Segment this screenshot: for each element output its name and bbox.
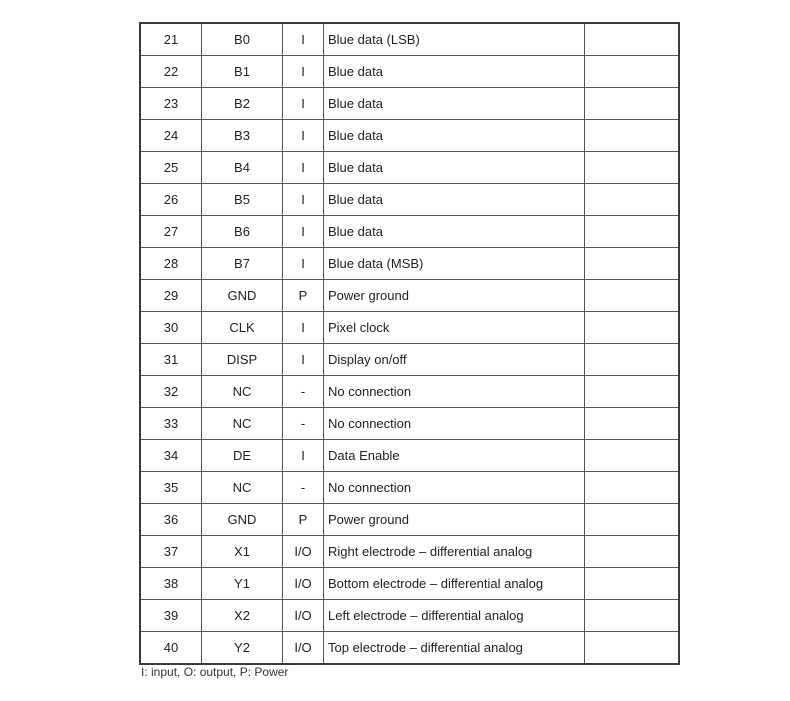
- pin-remark-cell: [585, 23, 680, 56]
- pin-io-cell: I: [283, 312, 324, 344]
- pin-function-cell: Blue data: [324, 216, 585, 248]
- pin-number-cell: 36: [140, 504, 202, 536]
- pin-function-cell: Bottom electrode – differential analog: [324, 568, 585, 600]
- pin-remark-cell: [585, 536, 680, 568]
- pin-io-cell: I/O: [283, 536, 324, 568]
- pin-symbol-cell: Y2: [202, 632, 283, 665]
- pin-function-cell: Blue data (MSB): [324, 248, 585, 280]
- pin-function-cell: Pixel clock: [324, 312, 585, 344]
- pin-number-cell: 30: [140, 312, 202, 344]
- pin-number-cell: 26: [140, 184, 202, 216]
- pin-io-cell: I: [283, 440, 324, 472]
- pin-assignment-table: [139, 22, 680, 665]
- pin-io-cell: -: [283, 472, 324, 504]
- table-row: [140, 504, 679, 536]
- table-row: [140, 152, 679, 184]
- pin-function-cell: No connection: [324, 376, 585, 408]
- pin-number-cell: 37: [140, 536, 202, 568]
- pin-io-cell: I: [283, 184, 324, 216]
- pin-number-cell: 35: [140, 472, 202, 504]
- pin-symbol-cell: B2: [202, 88, 283, 120]
- pin-remark-cell: [585, 632, 680, 665]
- pin-function-cell: Data Enable: [324, 440, 585, 472]
- pin-remark-cell: [585, 152, 680, 184]
- pin-function-cell: Top electrode – differential analog: [324, 632, 585, 665]
- pin-io-cell: -: [283, 376, 324, 408]
- pin-io-cell: I: [283, 152, 324, 184]
- pin-remark-cell: [585, 440, 680, 472]
- pin-symbol-cell: NC: [202, 408, 283, 440]
- pin-remark-cell: [585, 504, 680, 536]
- pin-number-cell: 24: [140, 120, 202, 152]
- pin-io-cell: I: [283, 248, 324, 280]
- pin-number-cell: 29: [140, 280, 202, 312]
- pin-function-cell: Display on/off: [324, 344, 585, 376]
- pin-io-cell: P: [283, 280, 324, 312]
- pin-remark-cell: [585, 568, 680, 600]
- table-row: [140, 632, 679, 665]
- pin-remark-cell: [585, 376, 680, 408]
- pin-number-cell: 33: [140, 408, 202, 440]
- io-legend-footnote: I: input, O: output, P: Power: [141, 665, 289, 679]
- table-row: [140, 568, 679, 600]
- pin-symbol-cell: B7: [202, 248, 283, 280]
- pin-symbol-cell: B0: [202, 23, 283, 56]
- pin-remark-cell: [585, 472, 680, 504]
- pin-symbol-cell: Y1: [202, 568, 283, 600]
- pin-io-cell: I: [283, 88, 324, 120]
- pin-function-cell: Blue data: [324, 88, 585, 120]
- table-row: [140, 376, 679, 408]
- table-row: [140, 184, 679, 216]
- pin-symbol-cell: X1: [202, 536, 283, 568]
- pin-number-cell: 32: [140, 376, 202, 408]
- pin-function-cell: Right electrode – differential analog: [324, 536, 585, 568]
- pin-remark-cell: [585, 56, 680, 88]
- pin-io-cell: I/O: [283, 568, 324, 600]
- pin-symbol-cell: B1: [202, 56, 283, 88]
- pin-function-cell: No connection: [324, 472, 585, 504]
- pin-symbol-cell: X2: [202, 600, 283, 632]
- pin-number-cell: 28: [140, 248, 202, 280]
- table-row: [140, 344, 679, 376]
- pin-remark-cell: [585, 344, 680, 376]
- pin-remark-cell: [585, 248, 680, 280]
- pin-io-cell: P: [283, 504, 324, 536]
- pin-remark-cell: [585, 216, 680, 248]
- pin-symbol-cell: B6: [202, 216, 283, 248]
- table-row: [140, 120, 679, 152]
- pin-remark-cell: [585, 600, 680, 632]
- pin-function-cell: Blue data: [324, 184, 585, 216]
- pin-function-cell: Blue data: [324, 152, 585, 184]
- pin-function-cell: Blue data (LSB): [324, 23, 585, 56]
- pin-remark-cell: [585, 280, 680, 312]
- pin-io-cell: I: [283, 23, 324, 56]
- pin-symbol-cell: GND: [202, 504, 283, 536]
- pin-symbol-cell: DISP: [202, 344, 283, 376]
- pin-remark-cell: [585, 312, 680, 344]
- pin-function-cell: Power ground: [324, 280, 585, 312]
- pin-number-cell: 25: [140, 152, 202, 184]
- pin-number-cell: 22: [140, 56, 202, 88]
- table-row: [140, 216, 679, 248]
- pin-io-cell: I: [283, 216, 324, 248]
- pin-table-body: [140, 23, 679, 664]
- pin-io-cell: -: [283, 408, 324, 440]
- pin-number-cell: 34: [140, 440, 202, 472]
- pin-io-cell: I: [283, 344, 324, 376]
- pin-number-cell: 38: [140, 568, 202, 600]
- pin-symbol-cell: DE: [202, 440, 283, 472]
- pin-io-cell: I: [283, 56, 324, 88]
- pin-symbol-cell: GND: [202, 280, 283, 312]
- table-row: [140, 312, 679, 344]
- table-row: [140, 440, 679, 472]
- table-row: [140, 472, 679, 504]
- pin-symbol-cell: NC: [202, 472, 283, 504]
- table-row: [140, 23, 679, 56]
- pin-remark-cell: [585, 88, 680, 120]
- pin-io-cell: I: [283, 120, 324, 152]
- pin-remark-cell: [585, 184, 680, 216]
- pin-number-cell: 31: [140, 344, 202, 376]
- pin-symbol-cell: B5: [202, 184, 283, 216]
- table-row: [140, 56, 679, 88]
- pin-remark-cell: [585, 408, 680, 440]
- pin-function-cell: Blue data: [324, 120, 585, 152]
- pin-function-cell: Blue data: [324, 56, 585, 88]
- pin-function-cell: Left electrode – differential analog: [324, 600, 585, 632]
- table-row: [140, 248, 679, 280]
- pin-number-cell: 23: [140, 88, 202, 120]
- pin-number-cell: 27: [140, 216, 202, 248]
- pin-symbol-cell: NC: [202, 376, 283, 408]
- table-row: [140, 536, 679, 568]
- pin-number-cell: 40: [140, 632, 202, 665]
- pin-io-cell: I/O: [283, 600, 324, 632]
- pin-remark-cell: [585, 120, 680, 152]
- pin-symbol-cell: B3: [202, 120, 283, 152]
- pin-symbol-cell: B4: [202, 152, 283, 184]
- pin-symbol-cell: CLK: [202, 312, 283, 344]
- table-row: [140, 600, 679, 632]
- pin-number-cell: 21: [140, 23, 202, 56]
- table-row: [140, 280, 679, 312]
- pin-function-cell: No connection: [324, 408, 585, 440]
- pin-function-cell: Power ground: [324, 504, 585, 536]
- table-row: [140, 408, 679, 440]
- pin-io-cell: I/O: [283, 632, 324, 665]
- pin-number-cell: 39: [140, 600, 202, 632]
- table-row: [140, 88, 679, 120]
